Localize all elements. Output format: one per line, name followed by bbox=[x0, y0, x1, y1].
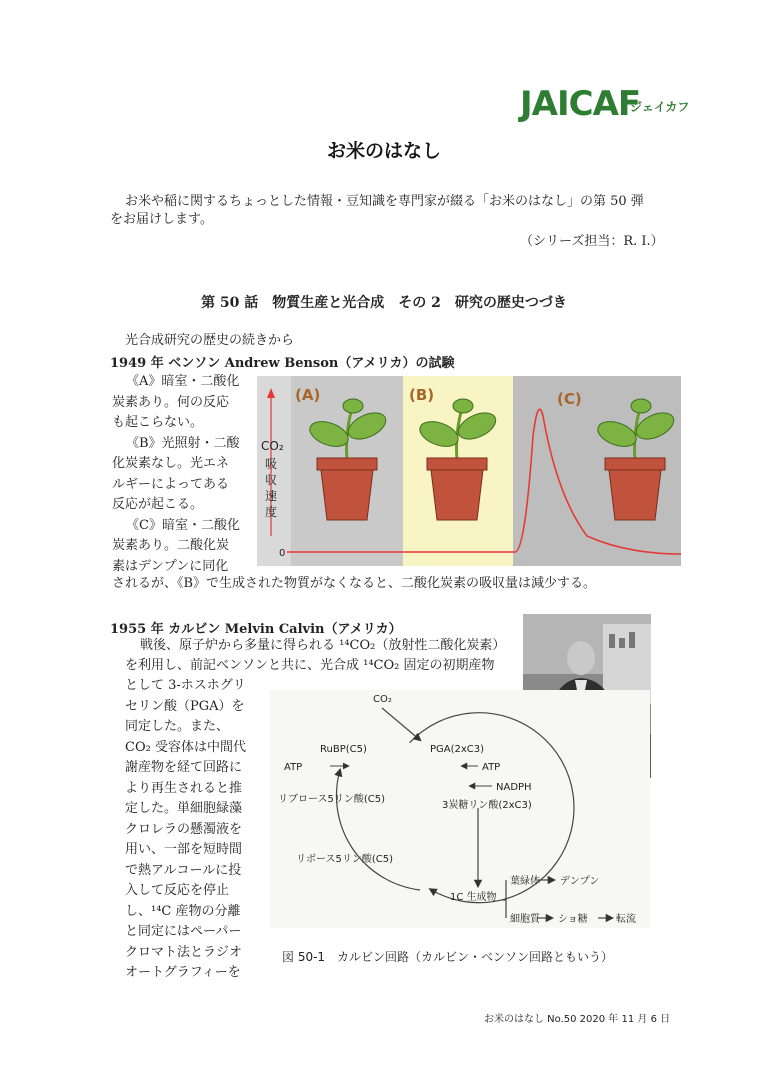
section2-line: セリン酸（PGA）を bbox=[125, 698, 245, 714]
section2-full-line-2: を利用し、前記ベンソンと共に、光合成 ¹⁴CO₂ 固定の初期産物 bbox=[125, 658, 495, 673]
y-label-char: CO₂ bbox=[261, 439, 284, 453]
ribose5p-label: リボース5リン酸(C5) bbox=[296, 854, 394, 865]
section2-line: と同定にはペーパー bbox=[125, 924, 242, 939]
series-credit: （シリーズ担当：R. I.） bbox=[520, 234, 664, 249]
section2-line: クロマト法とラジオ bbox=[125, 944, 243, 960]
section2-line: で熱アルコールに投 bbox=[125, 862, 242, 878]
intro-line-1: お米や稲に関するちょっとした情報・豆知識を専門家が綴る「お米のはなし」の第 50 弾 bbox=[125, 194, 644, 209]
page-footer: お米のはなし No.50 2020 年 11 月 6 日 bbox=[484, 1014, 671, 1025]
section1-heading: 1949 年 ベンソン Andrew Benson（アメリカ）の試験 bbox=[110, 356, 455, 371]
cytoplasm-label: 細胞質 bbox=[510, 914, 540, 925]
co2-label: CO₂ bbox=[373, 694, 392, 705]
label-b: (B) bbox=[409, 386, 435, 404]
section1-line: 《C》暗室・二酸化 bbox=[126, 517, 240, 533]
y-label-char: 収 bbox=[265, 473, 278, 487]
product-label: 1C 生成物 bbox=[450, 892, 497, 903]
section2-line: 用い、一部を短時間 bbox=[125, 842, 243, 857]
axis-strip bbox=[257, 376, 291, 566]
section1-line: ルギーによってある bbox=[112, 476, 230, 492]
section1-line: も起こらない。 bbox=[112, 415, 204, 430]
section1-line: 素はデンプンに同化 bbox=[112, 558, 229, 574]
section1-tail: されるが、《B》で生成された物質がなくなると、二酸化炭素の吸収量は減少する。 bbox=[112, 576, 597, 591]
nadph-label: NADPH bbox=[496, 782, 532, 793]
section2-line: 謝産物を経て回路に bbox=[125, 760, 243, 775]
section2-side-text bbox=[125, 676, 255, 984]
section1-line: 《B》光照射・二酸 bbox=[126, 435, 240, 451]
y-label-char: 度 bbox=[265, 505, 278, 519]
section2-line: として 3-ホスホグリ bbox=[125, 678, 246, 693]
section2-line: し、¹⁴C 産物の分離 bbox=[125, 903, 241, 919]
section1-line: 《A》暗室・二酸化 bbox=[126, 374, 240, 389]
benson-experiment-figure bbox=[257, 376, 681, 566]
rubp-label: RuBP(C5) bbox=[320, 744, 367, 755]
section2-heading: 1955 年 カルビン Melvin Calvin（アメリカ） bbox=[110, 622, 402, 637]
ribulose5p-label: リブロース5リン酸(C5) bbox=[278, 794, 386, 805]
chloroplast-label: 葉緑体 bbox=[510, 876, 540, 887]
section1-lead: 光合成研究の歴史の続きから bbox=[125, 333, 295, 348]
calvin-cycle-diagram bbox=[270, 690, 650, 928]
intro-line-2: をお届けします。 bbox=[110, 212, 213, 227]
atp-right-label: ATP bbox=[482, 762, 501, 773]
section1-line: 炭素あり。何の反応 bbox=[112, 394, 230, 410]
zero-label: 0 bbox=[279, 548, 286, 559]
starch-label: デンプン bbox=[560, 876, 600, 887]
section2-line: オートグラフィーを bbox=[125, 965, 241, 980]
triose-label: 3炭糖リン酸(2xC3) bbox=[442, 800, 532, 811]
y-label-char: 吸 bbox=[265, 457, 278, 471]
logo-text: JAICAF bbox=[520, 84, 641, 124]
label-a: (A) bbox=[295, 386, 321, 404]
section2-line: 同定した。また、 bbox=[125, 719, 230, 734]
section2-line: 定した。単細胞緑藻 bbox=[125, 801, 243, 816]
page-title: お米のはなし bbox=[326, 140, 441, 162]
sucrose-label: ショ糖 bbox=[558, 914, 588, 925]
section2-line: クロレラの懸濁液を bbox=[125, 821, 243, 837]
section2-line: 入して反応を停止 bbox=[125, 883, 230, 898]
transport-label: 転流 bbox=[616, 914, 636, 925]
section1-side-text bbox=[112, 372, 261, 577]
logo-kana: ジェイカフ bbox=[630, 100, 690, 114]
atp-left-label: ATP bbox=[284, 762, 303, 773]
pga-label: PGA(2xC3) bbox=[430, 744, 485, 755]
section2-full-line-1: 戦後、原子炉から多量に得られる ¹⁴CO₂（放射性二酸化炭素） bbox=[140, 638, 506, 653]
section1-line: 反応が起こる。 bbox=[112, 497, 204, 512]
section1-line: 化炭素なし。光エネ bbox=[112, 456, 230, 471]
section2-line: CO₂ 受容体は中間代 bbox=[125, 739, 246, 755]
jaicaf-logo bbox=[520, 84, 690, 124]
section2-line: より再生されると推 bbox=[125, 780, 243, 796]
section1-line: 炭素あり。二酸化炭 bbox=[112, 538, 230, 553]
y-label-char: 速 bbox=[265, 489, 278, 503]
episode-title: 第 50 話 物質生産と光合成 その 2 研究の歴史つづき bbox=[201, 295, 567, 311]
figure2-caption: 図 50-1 カルビン回路（カルビン・ベンソン回路ともいう） bbox=[282, 950, 614, 964]
label-c: (C) bbox=[557, 390, 582, 408]
